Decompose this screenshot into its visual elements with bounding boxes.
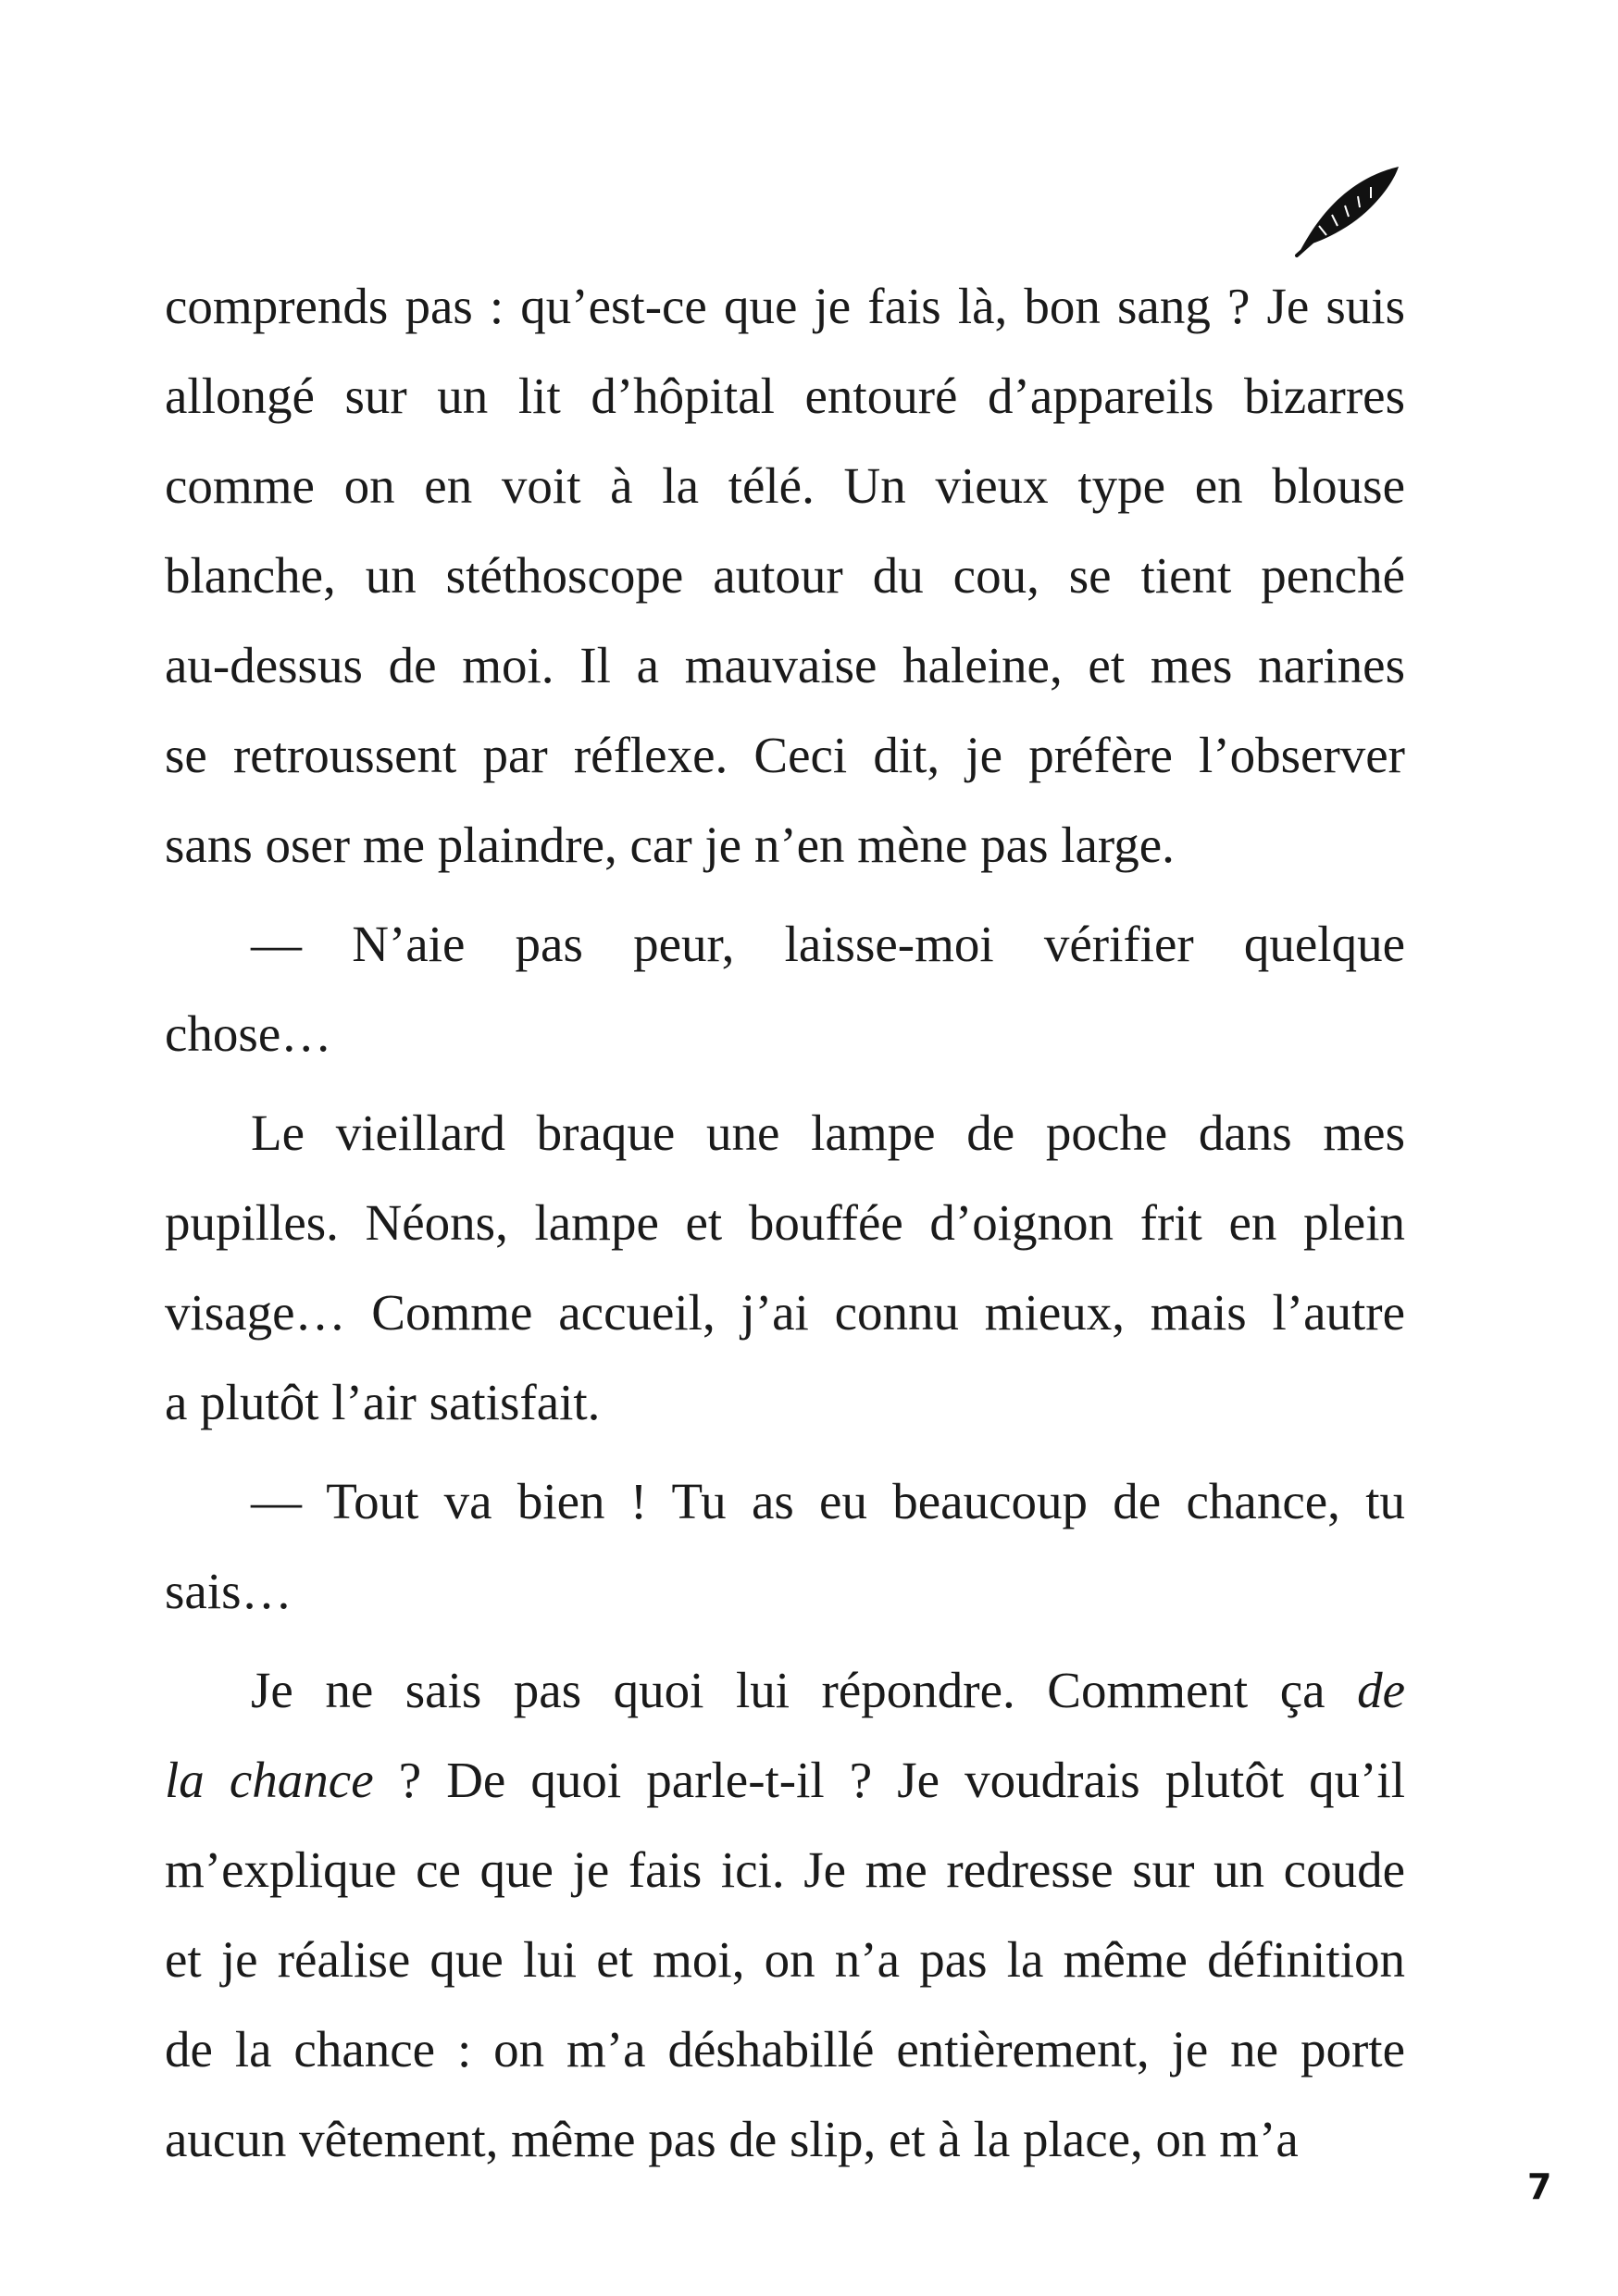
text-line [165, 2004, 1405, 2094]
paragraph-p1 [165, 261, 1405, 890]
feather-icon [1291, 165, 1402, 257]
paragraph-spacer [165, 1079, 1405, 1088]
paragraph-p5 [165, 1645, 1405, 2184]
text-line: pupilles. Néons, lampe et bouffée d’oignon frit en plein [165, 1194, 1405, 1251]
text-line: a plutôt l’air satisfait. [165, 1374, 601, 1430]
text-line [165, 1645, 1405, 1735]
italic-run: la chance [165, 1752, 374, 1808]
text-run: m’explique ce que je fais ici. Je me redresse sur un coude [165, 1841, 1405, 1898]
text-line: sans oser me plaindre, car je n’en mène pas large. [165, 817, 1175, 873]
text-line: allongé sur un lit d’hôpital entouré d’appareils bizarres [165, 368, 1405, 424]
text-run: de la chance : on m’a déshabillé entièrement, je ne porte [165, 2021, 1405, 2078]
text-line: visage… Comme accueil, j’ai connu mieux, mais l’autre [165, 1284, 1405, 1341]
text-run: ? De quoi parle-t-il ? Je voudrais plutôt qu’il [373, 1752, 1405, 1808]
paragraph-spacer [165, 890, 1405, 899]
text-line: comprends pas : qu’est-ce que je fais là, bon sang ? Je suis [165, 278, 1405, 334]
text-line: au-dessus de moi. Il a mauvaise haleine, et mes narines [165, 637, 1405, 693]
text-line: chose… [165, 1005, 332, 1062]
text-run: aucun vêtement, même pas de slip, et à la place, on m’a [165, 2111, 1299, 2167]
paragraph-spacer [165, 1636, 1405, 1645]
text-line [165, 2094, 1405, 2184]
text-run: Je ne sais pas quoi lui répondre. Comment ça [251, 1662, 1358, 1718]
paragraph-spacer [165, 1447, 1405, 1456]
text-line: blanche, un stéthoscope autour du cou, se tient penché [165, 547, 1405, 604]
italic-run: de [1357, 1662, 1405, 1718]
text-line: Le vieillard braque une lampe de poche dans mes [251, 1104, 1405, 1161]
text-line: sais… [165, 1563, 292, 1619]
text-line: se retroussent par réflexe. Ceci dit, je préfère l’observer [165, 727, 1405, 783]
text-line: — Tout va bien ! Tu as eu beaucoup de chance, tu [251, 1473, 1405, 1529]
paragraph-p3 [165, 1088, 1405, 1447]
text-line [165, 1915, 1405, 2004]
text-run: et je réalise que lui et moi, on n’a pas la même définition [165, 1931, 1405, 1988]
paragraph-p2 [165, 899, 1405, 1079]
body-text [165, 261, 1405, 2184]
text-line: — N’aie pas peur, laisse-moi vérifier quelque [251, 916, 1405, 972]
text-line [165, 1735, 1405, 1825]
feather-ornament [1291, 165, 1402, 257]
paragraph-p4 [165, 1456, 1405, 1636]
text-line: comme on en voit à la télé. Un vieux type en blouse [165, 457, 1405, 514]
text-line [165, 1825, 1405, 1915]
page-number: 7 [1527, 2166, 1552, 2207]
